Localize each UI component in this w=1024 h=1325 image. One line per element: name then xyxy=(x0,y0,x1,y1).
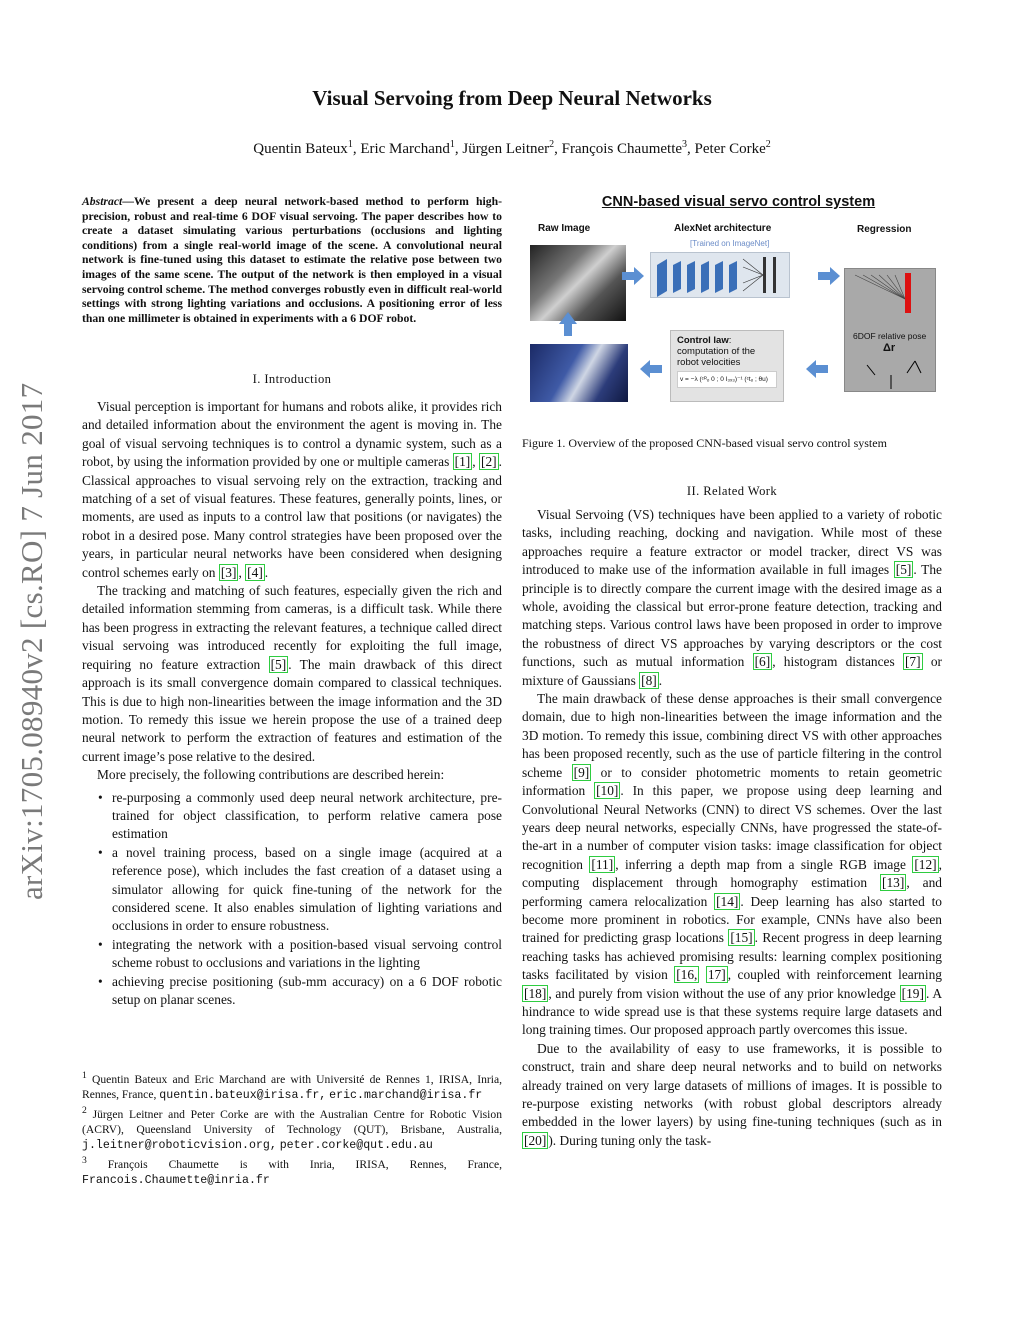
alexnet-label: AlexNet architecture xyxy=(674,223,772,234)
citation-link[interactable]: [5] xyxy=(895,562,912,578)
paragraph: The main drawback of these dense approaches is their small convergence domain, due to high non-linearities between the image information and the 3D motion. To remedy this issue, combining direct VS with other approaches has been proposed recently, such as the use of particle filtering in the control scheme [9] or to consider photometric moments to retain geometric information [10] . In this paper, we propose using deep learning and Convolutional Neural Networks (CNN) to direct VS schemes. Over the last years deep neural networks, especially CNNs, have progressed the state-of-the-art in a number of computer vision tasks: image classification for object recognition [11] , inferring a depth map from a single RGB image [12] , computing displacement through homography estimation [13] , and performing camera relocalization [14] . Deep learning has also started to become more prominent in robotics. For example, CNNs have also been trained for predicting grasp locations [15] . Recent progress in deep learning reaching tasks has achieved promising results: learning complex positioning tasks facilitated by vision [16, 17] , coupled with reinforcement learning [18] , and purely from vision without the use of any prior knowledge [19] . A hindrance to wide spread use is that these systems require large datasets and long training times. Our proposed approach partly overcomes this issue. xyxy=(522,691,943,1038)
raw-image-photo xyxy=(530,245,626,321)
citation-link[interactable]: [12] xyxy=(914,856,937,872)
author-name: Eric Marchand xyxy=(360,141,450,157)
arrow-right-icon xyxy=(818,267,840,290)
raw-image-label: Raw Image xyxy=(538,223,591,234)
citation-link[interactable]: [16, xyxy=(676,967,698,983)
footnote-3: $^3$ François Chaumette is with Inria, IRISA, Rennes, France, Francois.Chaumette@inria.fr xyxy=(82,1154,502,1187)
list-item: • re-purposing a commonly used deep neural network architecture, pre-trained for object classification, to perform relative camera pose estimation xyxy=(112,789,502,844)
footnote-1: $^1$ Quentin Bateux and Eric Marchand are with Université de Rennes 1, IRISA, Inria, Rennes, France, quentin.bateux@irisa.fr, eric.marchand@irisa.fr xyxy=(82,1070,502,1102)
citation-link[interactable]: [6] xyxy=(754,654,771,670)
list-item: • achieving precise positioning (sub-mm accuracy) on a 6 DOF robotic setup on planar scenes. xyxy=(112,973,502,1010)
author-name: Jürgen Leitner xyxy=(462,141,550,157)
email-link[interactable]: peter.corke@qut.edu.au xyxy=(279,1138,433,1152)
robot-photo xyxy=(530,344,628,402)
email-link[interactable]: quentin.bateux@irisa.fr, xyxy=(159,1088,327,1102)
list-item: • integrating the network with a position-based visual servoing control scheme robust to occlusions and variations in the lighting xyxy=(112,936,502,973)
figure-caption: Figure 1. Overview of the proposed CNN-based visual servo control system xyxy=(522,436,887,450)
citation-link[interactable]: 17] xyxy=(707,967,726,983)
paragraph: Due to the availability of easy to use frameworks, it is possible to construct, train and share deep neural networks and to build on networks already trained on very large datasets of millions of images. It is possible to re-purpose existing networks (with robust global descriptors already embedded in the lower layers) by using fine-tuning techniques (such as in [20] ). During tuning only the task- xyxy=(522,1040,942,1148)
regression-label: Regression xyxy=(857,224,912,235)
citation-link[interactable]: [8] xyxy=(641,672,657,688)
citation-link[interactable]: [10] xyxy=(596,783,619,799)
control-law-text: : computation of the robot velocities xyxy=(677,335,756,368)
arrow-up-icon xyxy=(559,312,577,341)
affiliation-mark: 1 xyxy=(449,139,455,150)
citation-link[interactable]: [18] xyxy=(524,985,547,1001)
related-work-body xyxy=(522,506,942,1150)
citation-link[interactable]: [3] xyxy=(220,564,237,580)
citation-link[interactable]: [20] xyxy=(524,1132,547,1148)
abstract-text: —We present a deep neural network-based method to perform high-precision, robust and real-time 6 DOF visual servoing. The paper describes how to create a dataset simulating various perturbations (occlusions and lighting conditions) from a single real-world image of the scene. A convolutional neural network is fine-tuned using this dataset to estimate the relative pose between two images of the same scene. The output of the network is then employed in a visual servoing control scheme. The method converges robustly even in difficult real-world settings with strong lighting variations and occlusions. A positioning error of less than one millimeter is obtained in experiments with a 6 DOF robot. xyxy=(82,195,502,325)
paragraph: The tracking and matching of such features, especially given the rich and detailed information stemming from cameras, is a difficult task. While there has been progress in extracting the relevant features, a technique called direct visual servoing was introduced recently for exploiting the full image, requiring no feature extraction [5] . The main drawback of this direct approach is its small convergence domain compared to classical techniques. This is due to high non-linearities between the image information and the 3D motion. To remedy this issue we herein propose the use of a trained deep neural network to perform the extraction of features and estimation of the current image’s pose relative to the desired. xyxy=(82,583,502,764)
citation-link[interactable]: [15] xyxy=(730,930,753,946)
control-law-box xyxy=(670,330,784,402)
list-item: • a novel training process, based on a single image (acquired at a reference pose), which includes the fast creation of a dataset using a simulator allowing for quick fine-tuning of the network for the considered scene. It also enables simulation of lighting variations and occlusions in order to ensure robustness. xyxy=(112,844,502,936)
control-law-formula: v = −λ (ᶜᴿₒ 0 ; 0 I₃ₓ₃)⁻¹ (ᶜtₒ ; θu) xyxy=(677,371,777,388)
email-link[interactable]: Francois.Chaumette@inria.fr xyxy=(82,1173,270,1187)
alexnet-subtitle: [Trained on ImageNet] xyxy=(690,239,770,248)
pose-label: 6DOF relative pose xyxy=(853,331,927,341)
citation-link[interactable]: [19] xyxy=(901,985,924,1001)
paper-title: Visual Servoing from Deep Neural Networks xyxy=(312,86,712,110)
section-heading-introduction: I. Introduction xyxy=(252,372,332,386)
paragraph: Visual Servoing (VS) techniques have been applied to a variety of robotic tasks, including reaching, docking and navigation. While most of these approaches require a feature extractor or model tracker, direct VS was introduced to make use of the information available in full images [5] . The principle is to directly compare the current image with the desired image as a whole, avoiding the classical but error-prone feature detection, tracking and matching steps. Various control laws have been proposed in order to improve the robustness of direct VS approaches by varying descriptors or the cost functions, such as mutual information [6] , histogram distances [7] or mixture of Gaussians [8] . xyxy=(522,507,942,688)
regression-box xyxy=(844,268,936,392)
author-list: Quentin Bateux$^1$, Eric Marchand$^1$, Jürgen Leitner$^2$, François Chaumette$^3$, Peter Corke$^2$ xyxy=(253,139,771,157)
paragraph: Visual perception is important for humans and robots alike, it provides rich and detailed information about the environment the agent is moving in. The goal of visual servoing techniques is to control a dynamic system, such as a robot, by using the information provided by one or multiple cameras [1] , [2] . Classical approaches to visual servoing rely on the extraction, tracking and matching of a set of visual features. These features, generally points, lines, or moments, are used as inputs to a control law that positions (or navigates) the robot in a desired pose. Many control strategies have been proposed over the years, in particular neural networks have been considered when designing control schemes early on [3] , [4] . xyxy=(82,399,502,580)
author-name: Peter Corke xyxy=(694,141,766,157)
citation-link[interactable]: [7] xyxy=(904,654,921,670)
citation-link[interactable]: [14] xyxy=(716,893,739,909)
section-heading-related-work: II. Related Work xyxy=(686,484,778,498)
introduction-body xyxy=(82,398,502,1009)
footnote-2: $^2$ Jürgen Leitner and Peter Corke are with the Australian Centre for Robotic Vision (ACRV), Queensland University of Technology (QUT), Brisbane, Australia, j.leitner@roboticvision.org, peter.corke@qut.edu.au xyxy=(82,1104,502,1152)
abstract xyxy=(82,195,502,326)
author-name: Quentin Bateux xyxy=(253,141,348,157)
regression-layer-icon xyxy=(845,269,935,329)
axes-icon xyxy=(845,351,935,391)
affiliation-mark: 3 xyxy=(682,139,688,150)
citation-link[interactable]: [11] xyxy=(591,856,614,872)
abstract-label: Abstract xyxy=(82,195,123,208)
citation-link[interactable]: [1] xyxy=(454,454,471,470)
citation-link[interactable]: [4] xyxy=(247,564,263,580)
alexnet-diagram xyxy=(650,252,790,298)
network-layers-icon xyxy=(651,253,789,297)
arrow-right-icon xyxy=(622,267,644,290)
paragraph: More precisely, the following contributions are described herein: xyxy=(97,767,445,783)
arrow-left-icon xyxy=(640,360,662,383)
figure-title: CNN-based visual servo control system xyxy=(601,194,876,210)
pose-symbol: Δr xyxy=(883,342,896,354)
figure-1 xyxy=(522,192,947,402)
affiliation-mark: 2 xyxy=(549,139,555,150)
contributions-list xyxy=(82,789,502,1010)
affiliation-mark: 1 xyxy=(347,139,353,150)
citation-link[interactable]: [5] xyxy=(270,656,287,672)
author-name: François Chaumette xyxy=(561,141,683,157)
email-link[interactable]: j.leitner@roboticvision.org, xyxy=(82,1138,277,1152)
citation-link[interactable]: [2] xyxy=(481,454,497,470)
citation-link[interactable]: [13] xyxy=(882,875,905,891)
affiliation-mark: 2 xyxy=(765,139,771,150)
arxiv-identifier: arXiv:1705.08940v2 [cs.RO] 7 Jun 2017 xyxy=(14,382,49,900)
citation-link[interactable]: [9] xyxy=(573,764,590,780)
email-link[interactable]: eric.marchand@irisa.fr xyxy=(329,1088,483,1102)
control-law-title: Control law xyxy=(677,335,729,346)
footnotes xyxy=(82,1068,502,1188)
arrow-left-icon xyxy=(806,360,828,383)
